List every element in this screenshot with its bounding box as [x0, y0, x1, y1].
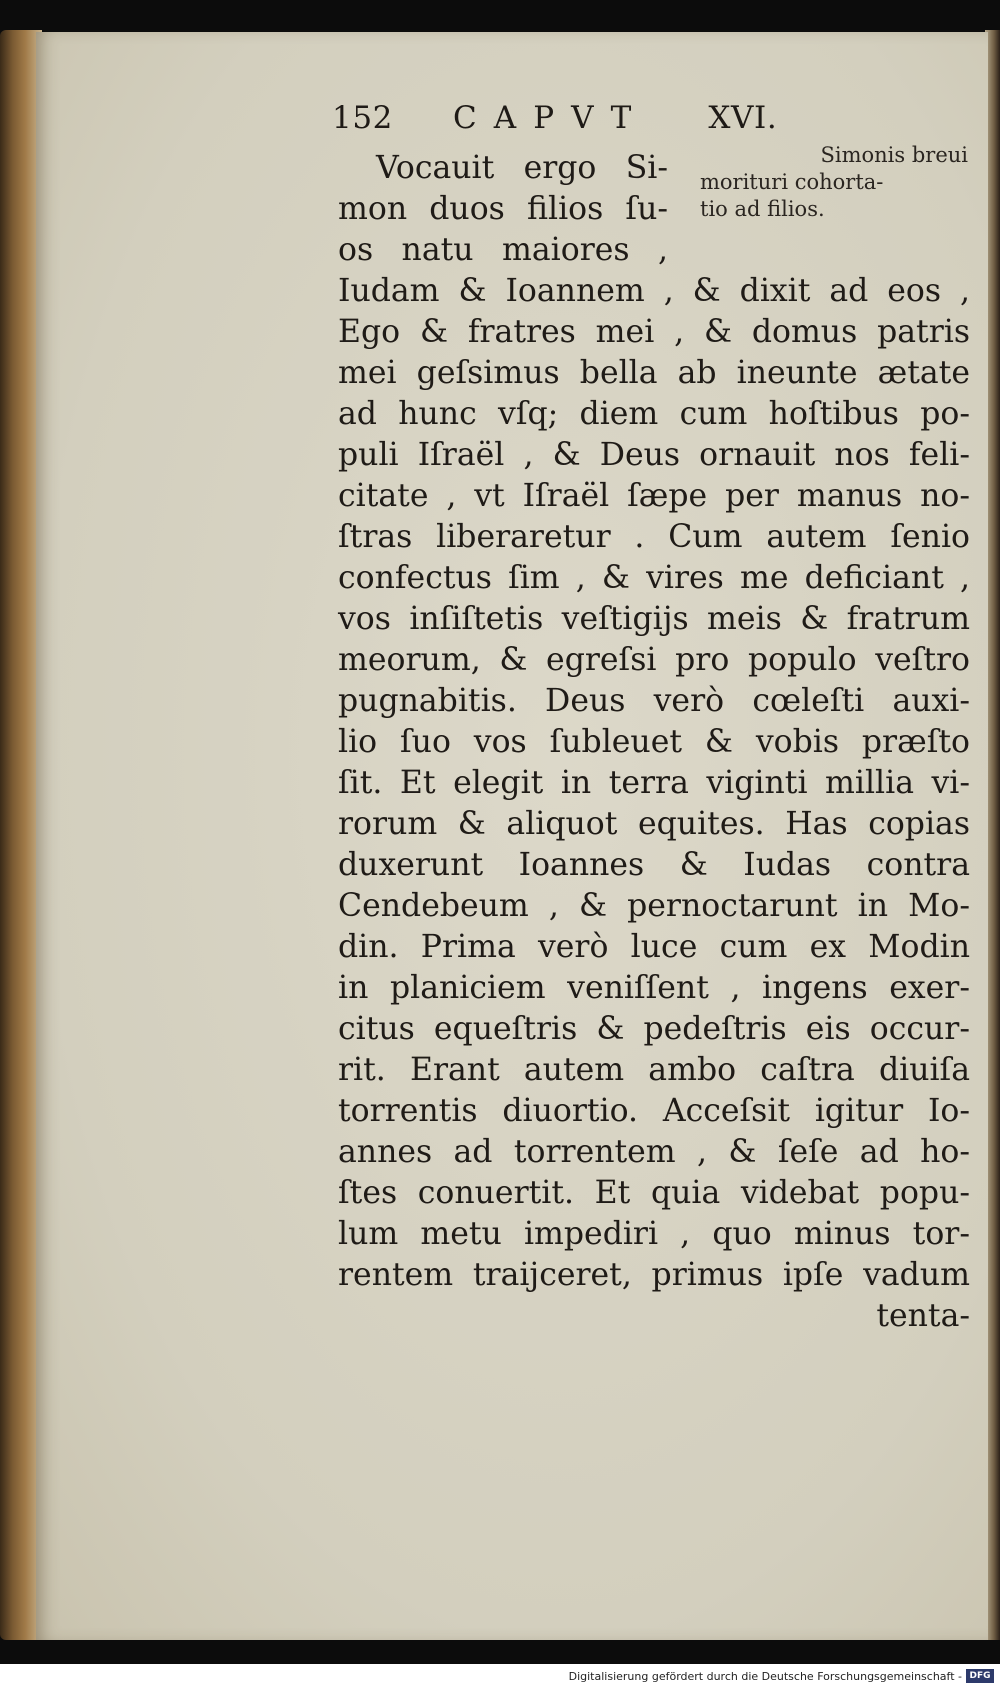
footer-credit: Digitalisierung gefördert durch die Deutsche Forschungsgemeinschaft - [568, 1670, 962, 1683]
text-line: os natu maiores , [338, 232, 668, 268]
page-number: 152 [332, 100, 394, 136]
text-line: ſit. Et elegit in terra viginti millia vi- [338, 765, 970, 801]
chapter-title: CAPVT [453, 100, 649, 136]
text-line: lum metu impediri , quo minus tor- [338, 1216, 970, 1252]
text-line: lio ſuo vos ſubleuet & vobis præſto [338, 724, 970, 760]
text-line: Cendebeum , & pernoctarunt in Mo- [338, 888, 970, 924]
text-line: puli Iſraël , & Deus ornauit nos feli- [338, 437, 970, 473]
text-line: citate , vt Iſraël ſæpe per manus no- [338, 478, 970, 514]
text-line: mei geſsimus bella ab ineunte ætate [338, 355, 970, 391]
text-line: Vocauit ergo Si- [376, 150, 668, 186]
text-line: Ego & fratres mei , & domus patris [338, 314, 970, 350]
running-head [332, 100, 852, 136]
catchword: tenta- [876, 1298, 970, 1334]
marginal-note-line: Simonis breui [820, 143, 968, 167]
text-line: ad hunc vſq; diem cum hoſtibus po- [338, 396, 970, 432]
text-line: rorum & aliquot equites. Has copias [338, 806, 970, 842]
text-line: mon duos filios ſu- [338, 191, 668, 227]
text-line: torrentis diuortio. Acceſsit igitur Io- [338, 1093, 970, 1129]
text-line: citus equeſtris & pedeſtris eis occur- [338, 1011, 970, 1047]
body-text [338, 148, 970, 1337]
text-line: ſtras liberaretur . Cum autem ſenio [338, 519, 970, 555]
marginal-note-line: morituri cohorta- [700, 170, 884, 194]
text-line: duxerunt Ioannes & Iudas contra [338, 847, 970, 883]
text-line: Iudam & Ioannem , & dixit ad eos , [338, 273, 970, 309]
text-line: annes ad torrentem , & ſeſe ad ho- [338, 1134, 970, 1170]
text-line: vos inſiſtetis veſtigijs meis & fratrum [338, 601, 970, 637]
text-line: pugnabitis. Deus verò cœleſti auxi- [338, 683, 970, 719]
text-line: din. Prima verò luce cum ex Modin [338, 929, 970, 965]
text-line: rentem traijceret, primus ipſe vadum [338, 1257, 970, 1293]
chapter-number: XVI. [708, 100, 778, 136]
text-line: in planiciem veniſſent , ingens exer- [338, 970, 970, 1006]
text-line: meorum, & egreſsi pro populo veſtro [338, 642, 970, 678]
text-line: ſtes conuertit. Et quia videbat popu- [338, 1175, 970, 1211]
digitization-footer [0, 1664, 1000, 1692]
marginal-note-line: tio ad filios. [700, 197, 825, 221]
text-line: confectus ſim , & vires me deficiant , [338, 560, 970, 596]
dfg-logo-icon: DFG [966, 1669, 994, 1683]
text-line: rit. Erant autem ambo caſtra diuiſa [338, 1052, 970, 1088]
